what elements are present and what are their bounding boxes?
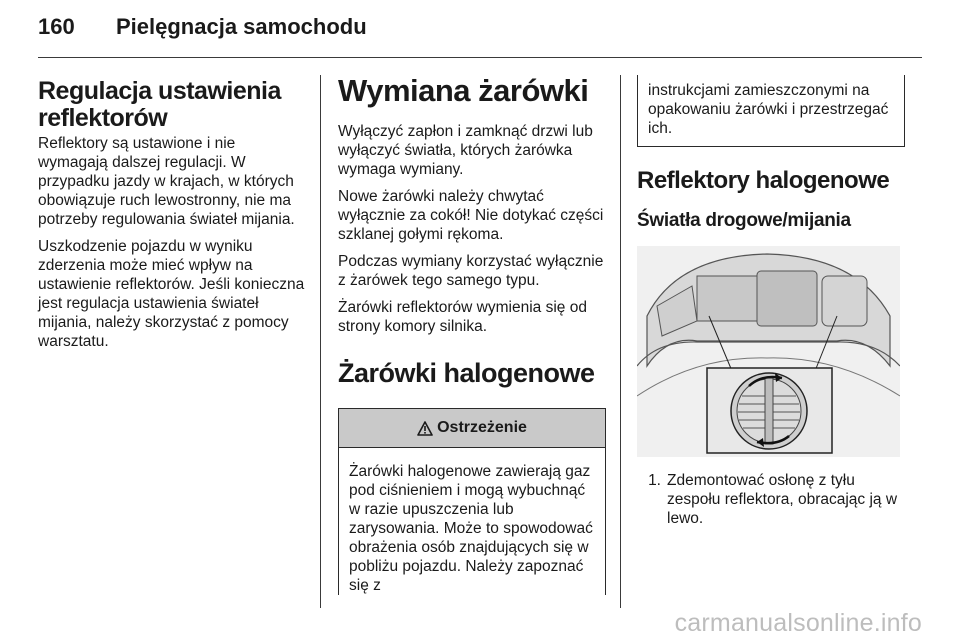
column-divider [620, 75, 621, 608]
list-item [637, 471, 905, 528]
step-text: Zdemontować osłonę z tyłu zespołu reflektora, obracając ją w lewo. [667, 472, 898, 527]
warning-triangle-icon [417, 421, 433, 436]
paragraph: Uszkodzenie pojazdu w wyniku zderzenia może mieć wpływ na ustawienie reflektorów. Jeśli konieczna jest regulacja ustawienia świateł mijania, należy skorzystać z pomocy warsztatu. [38, 238, 305, 350]
step-number: 1. [648, 472, 661, 489]
warning-box-continued [637, 75, 905, 147]
column-3 [637, 75, 905, 528]
warning-text-continued: instrukcjami zamieszczonymi na opakowaniu żarówki i przestrzegać ich. [648, 82, 889, 137]
header-rule [38, 57, 922, 58]
warning-title: Ostrzeżenie [437, 419, 527, 436]
heading-headlight-adjustment: Regulacja ustawienia reflektorów [38, 77, 281, 132]
headlight-cover-illustration [637, 246, 900, 457]
heading-halogen-bulbs: Żarówki halogenowe [338, 358, 595, 388]
warning-text: Żarówki halogenowe zawierają gaz pod ciśnieniem i mogą wybuchnąć w razie upuszczenia lub zarysowania. Może to spowodować obrażenia osób znajdujących się w pobliżu pojazdu. Należy zapoznać się z [349, 463, 593, 594]
paragraph: Wyłączyć zapłon i zamknąć drzwi lub wyłączyć światła, których żarówka wymaga wymiany. [338, 123, 593, 178]
page-header [38, 14, 367, 44]
paragraph: Żarówki reflektorów wymienia się od strony komory silnika. [338, 299, 587, 335]
paragraph: Reflektory są ustawione i nie wymagają dalszej regulacji. W przypadku jazdy w krajach, w których obowiązuje ruch lewostronny, nie ma potrzeby regulowania świateł mijania. [38, 135, 295, 228]
heading-halogen-headlights: Reflektory halogenowe [637, 167, 890, 194]
heading-bulb-replacement: Wymiana żarówki [338, 73, 589, 108]
paragraph: Podczas wymiany korzystać wyłącznie z żarówek tego samego typu. [338, 253, 604, 289]
watermark: carmanualsonline.info [674, 609, 922, 637]
steps-list [637, 471, 905, 528]
warning-box [338, 408, 606, 595]
section-title: Pielęgnacja samochodu [116, 14, 367, 39]
page-number: 160 [38, 14, 75, 39]
column-divider [320, 75, 321, 608]
paragraph: Nowe żarówki należy chwytać wyłącznie za cokół! Nie dotykać części szklanej gołymi rękoma. [338, 188, 604, 243]
engine-bay-illustration [637, 246, 900, 457]
column-1 [38, 72, 306, 351]
warning-header [339, 408, 605, 448]
column-2 [338, 72, 606, 595]
warning-body [339, 448, 605, 595]
heading-high-low-beam: Światła drogowe/mijania [637, 210, 851, 231]
